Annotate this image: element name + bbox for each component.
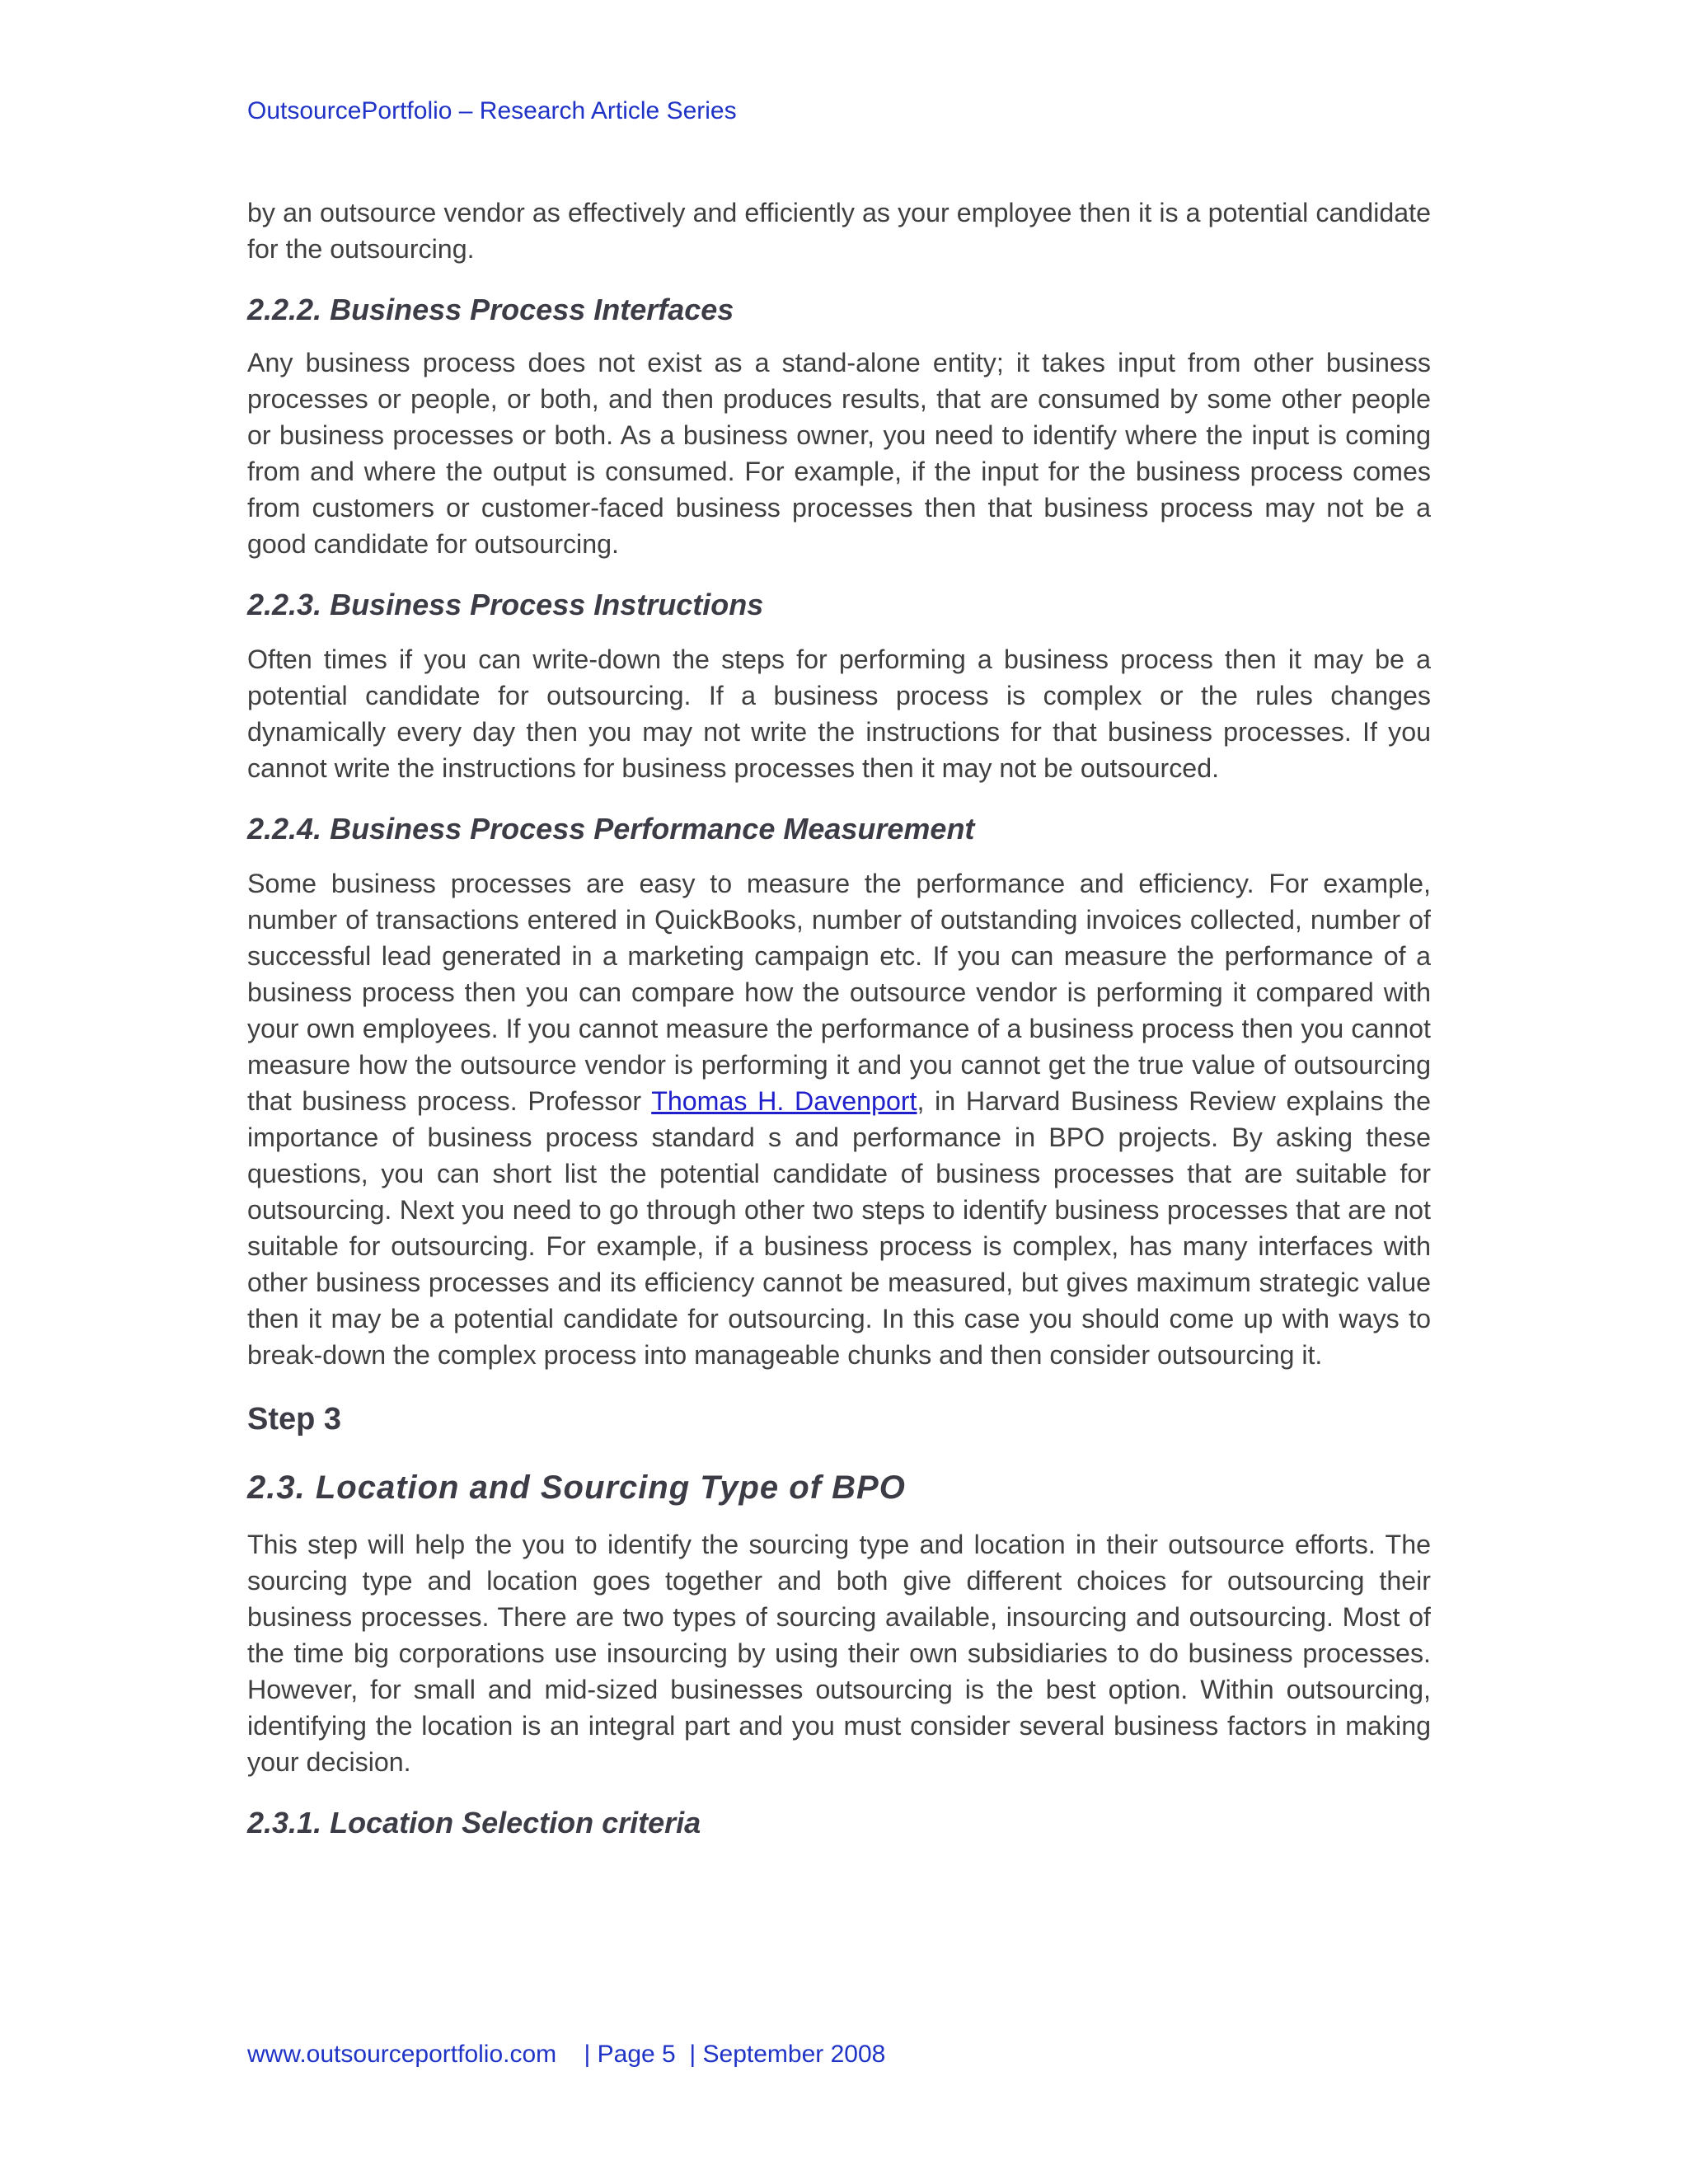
paragraph-2-3: This step will help the you to identify the sourcing type and location in their outsource efforts. The sourcing type and location goes together and both give different choices for outsourcing their business processes. There are two types of sourcing available, insourcing and outsourcing. Most of the time big corporations use insourcing by using their own subsidiaries to do business processes. However, for small and mid-sized businesses outsourcing is the best option. Within outsourcing, identifying the location is an integral part and you must consider several business factors in making your decision. <box>247 1530 1431 1777</box>
heading-2-3-1: 2.3.1. Location Selection criteria <box>247 1806 701 1840</box>
step-3-label: Step 3 <box>247 1402 342 1436</box>
heading-2-3: 2.3. Location and Sourcing Type of BPO <box>247 1469 906 1506</box>
heading-2-2-2: 2.2.2. Business Process Interfaces <box>247 293 734 326</box>
paragraph-2-2-4-text-before: Some business processes are easy to measure the performance and efficiency. For example, number of transactions entered in QuickBooks, number of outstanding invoices collected, number of successful lead generated in a marketing campaign etc. If you can measure the performance of a business process then you can compare how the outsource vendor is performing it compared with your own employees. If you cannot measure the performance of a business process then you cannot measure how the outsource vendor is performing it and you cannot get the true value of outsourcing that business process. Professor <box>247 869 1431 1116</box>
intro-paragraph: by an outsource vendor as effectively and efficiently as your employee then it is a potential candidate for the outsourcing. <box>247 198 1431 264</box>
running-header: OutsourcePortfolio – Research Article Series <box>247 97 737 124</box>
paragraph-2-2-4-text-after: , in Harvard Business Review explains the importance of business process standard s and performance in BPO projects. By asking these questions, you can short list the potential candidate of business processes that are suitable for outsourcing. Next you need to go through other two steps to identify business processes that are not suitable for outsourcing. For example, if a business process is complex, has many interfaces with other business processes and its efficiency cannot be measured, but gives maximum strategic value then it may be a potential candidate for outsourcing. In this case you should come up with ways to break-down the complex process into manageable chunks and then consider outsourcing it. <box>247 1086 1431 1370</box>
publication-date: | September 2008 <box>689 2041 886 2068</box>
page-number: | Page 5 <box>584 2041 676 2068</box>
paragraph-2-2-3: Often times if you can write-down the steps for performing a business process then it may be a potential candidate for outsourcing. If a business process is complex or the rules changes dynamically every day then you may not write the instructions for that business processes. If you cannot write the instructions for business processes then it may not be outsourced. <box>247 644 1431 783</box>
heading-2-2-4: 2.2.4. Business Process Performance Measurement <box>247 812 975 846</box>
running-footer <box>247 2041 885 2069</box>
article-body <box>247 194 1431 1841</box>
website-link[interactable]: www.outsourceportfolio.com <box>247 2041 557 2068</box>
paragraph-2-2-2: Any business process does not exist as a stand-alone entity; it takes input from other business processes or people, or both, and then produces results, that are consumed by some other people or business processes or both. As a business owner, you need to identify where the input is coming from and where the output is consumed. For example, if the input for the business process comes from customers or customer-faced business processes then that business process may not be a good candidate for outsourcing. <box>247 348 1431 559</box>
heading-2-2-3: 2.2.3. Business Process Instructions <box>247 588 764 621</box>
paragraph-2-2-4 <box>247 865 1431 1373</box>
davenport-link[interactable]: Thomas H. Davenport <box>651 1086 917 1116</box>
